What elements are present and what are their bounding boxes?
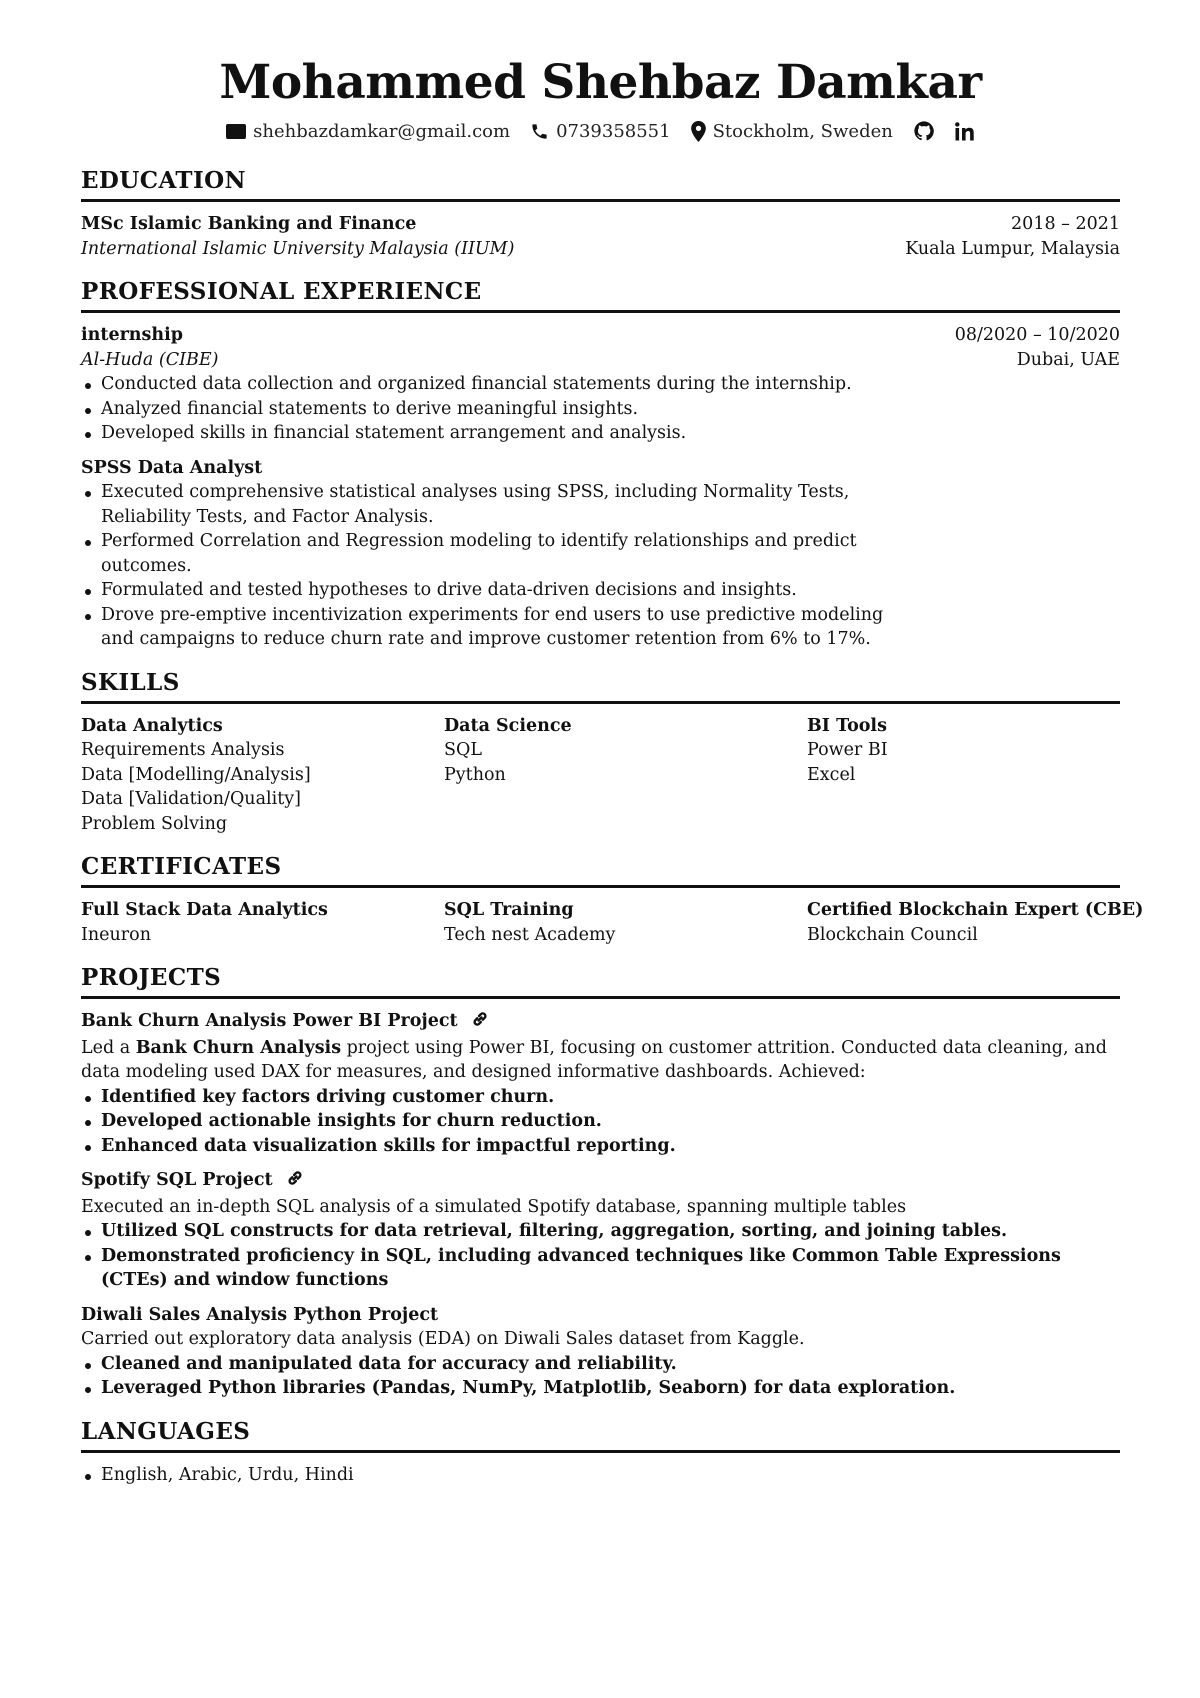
job-entry [81,323,1120,446]
languages-list [81,1463,1120,1488]
link-icon[interactable] [286,1169,304,1195]
phone-contact[interactable] [530,121,671,142]
project-bullets [81,1352,1120,1401]
certificate-issuer: Ineuron [81,924,151,945]
github-link[interactable] [913,120,935,142]
phone-icon [530,122,549,141]
list-item: Cleaned and manipulated data for accuracy and reliability. [81,1352,1120,1377]
degree-title: MSc Islamic Banking and Finance [81,214,417,234]
list-item: Analyzed financial statements to derive meaningful insights. [81,397,891,422]
skill-column [444,714,807,837]
list-item: Identified key factors driving customer churn. [81,1085,1120,1110]
project-description [81,1036,1120,1085]
education-heading: EDUCATION [81,166,1120,202]
project-desc-bold: Bank Churn Analysis [135,1037,342,1058]
skills-heading: SKILLS [81,668,1120,704]
project-title: Bank Churn Analysis Power BI Project [81,1011,458,1031]
skill-category: BI Tools [807,715,887,736]
project-bullets [81,1219,1120,1293]
skill-category: Data Analytics [81,715,223,736]
envelope-icon [226,124,246,139]
list-item: Developed skills in financial statement arrangement and analysis. [81,421,891,446]
list-item: English, Arabic, Urdu, Hindi [81,1463,1120,1488]
project-entry [81,1303,1120,1401]
languages-heading: LANGUAGES [81,1417,1120,1453]
experience-section [81,277,1120,652]
certificate-issuer: Blockchain Council [807,924,978,945]
location-contact [691,121,893,142]
school-location: Kuala Lumpur, Malaysia [905,238,1120,259]
job-entry [81,456,1120,652]
list-item: Developed actionable insights for churn reduction. [81,1109,1120,1134]
certificate-issuer: Tech nest Academy [444,924,616,945]
skill-column [81,714,444,837]
skill-item: Excel [807,764,856,785]
candidate-name: Mohammed Shehbaz Damkar [219,55,982,110]
project-bullets [81,1085,1120,1159]
skill-item: Requirements Analysis [81,740,285,760]
projects-section [81,963,1120,1401]
list-item: Executed comprehensive statistical analyses using SPSS, including Normality Tests, Reliability Tests, and Factor Analysis. [81,480,891,529]
project-entry [81,1009,1120,1158]
project-desc-prefix: Led a [81,1037,136,1058]
list-item: Utilized SQL constructs for data retrieval, filtering, aggregation, sorting, and joining tables. [81,1219,1120,1244]
email-text[interactable]: shehbazdamkar@gmail.com [253,120,511,142]
project-entry [81,1168,1120,1293]
skill-item: Python [444,764,506,785]
project-description: Executed an in-depth SQL analysis of a simulated Spotify database, spanning multiple tables [81,1196,907,1217]
projects-heading: PROJECTS [81,963,1120,999]
contact-bar [81,120,1120,142]
school-name: International Islamic University Malaysia (IIUM) [81,238,515,259]
project-title: Spotify SQL Project [81,1170,273,1190]
list-item: Enhanced data visualization skills for impactful reporting. [81,1134,1120,1159]
skill-category: Data Science [444,715,572,736]
skill-item: SQL [444,740,482,760]
certificate-name: Certified Blockchain Expert (CBE) [807,900,1144,920]
job-role: internship [81,325,183,345]
skill-item: Data [Modelling/Analysis] [81,764,311,785]
skill-column [807,714,1120,837]
certificate-name: SQL Training [444,900,574,920]
linkedin-icon[interactable] [955,122,975,141]
list-item: Drove pre-emptive incentivization experiments for end users to use predictive modeling and campaigns to reduce churn rate and improve customer retention from 6% to 17%. [81,603,891,652]
certificate-name: Full Stack Data Analytics [81,900,328,920]
list-item: Leveraged Python libraries (Pandas, NumPy, Matplotlib, Seaborn) for data exploration. [81,1376,1120,1401]
job-location: Dubai, UAE [1016,349,1120,370]
skill-item: Power BI [807,740,888,760]
phone-text[interactable]: 0739358551 [556,120,671,142]
link-icon[interactable] [471,1010,489,1036]
list-item: Performed Correlation and Regression modeling to identify relationships and predict outcomes. [81,529,891,578]
certificate-item [807,898,1143,947]
linkedin-link[interactable] [955,122,975,141]
project-desc-suffix: project using Power BI, focusing on customer attrition. Conducted data cleaning, and data modeling used DAX for measures, and designed informative dashboards. Achieved: [81,1037,1107,1082]
list-item: Formulated and tested hypotheses to drive data-driven decisions and insights. [81,578,891,603]
certificates-heading: CERTIFICATES [81,852,1120,888]
project-description: Carried out exploratory data analysis (EDA) on Diwali Sales dataset from Kaggle. [81,1329,805,1349]
experience-heading: PROFESSIONAL EXPERIENCE [81,277,1120,313]
skill-item: Problem Solving [81,813,228,834]
education-section [81,166,1120,261]
certificate-item [444,898,807,947]
location-pin-icon [691,121,706,142]
job-role: SPSS Data Analyst [81,457,263,478]
project-title: Diwali Sales Analysis Python Project [81,1304,439,1325]
email-contact[interactable] [226,121,510,142]
job-bullets [81,372,1120,446]
list-item: Demonstrated proficiency in SQL, including advanced techniques like Common Table Expressions (CTEs) and window functions [81,1244,1120,1293]
list-item: Conducted data collection and organized financial statements during the internship. [81,372,891,397]
languages-section [81,1417,1120,1488]
certificates-section [81,852,1144,947]
github-icon[interactable] [913,120,935,142]
education-dates: 2018 – 2021 [1011,214,1120,234]
skill-item: Data [Validation/Quality] [81,789,301,809]
certificate-item [81,898,444,947]
job-dates: 08/2020 – 10/2020 [954,325,1120,345]
job-bullets [81,480,1120,652]
skills-section [81,668,1120,837]
location-text: Stockholm, Sweden [712,120,893,142]
job-company: Al-Huda (CIBE) [81,349,219,370]
